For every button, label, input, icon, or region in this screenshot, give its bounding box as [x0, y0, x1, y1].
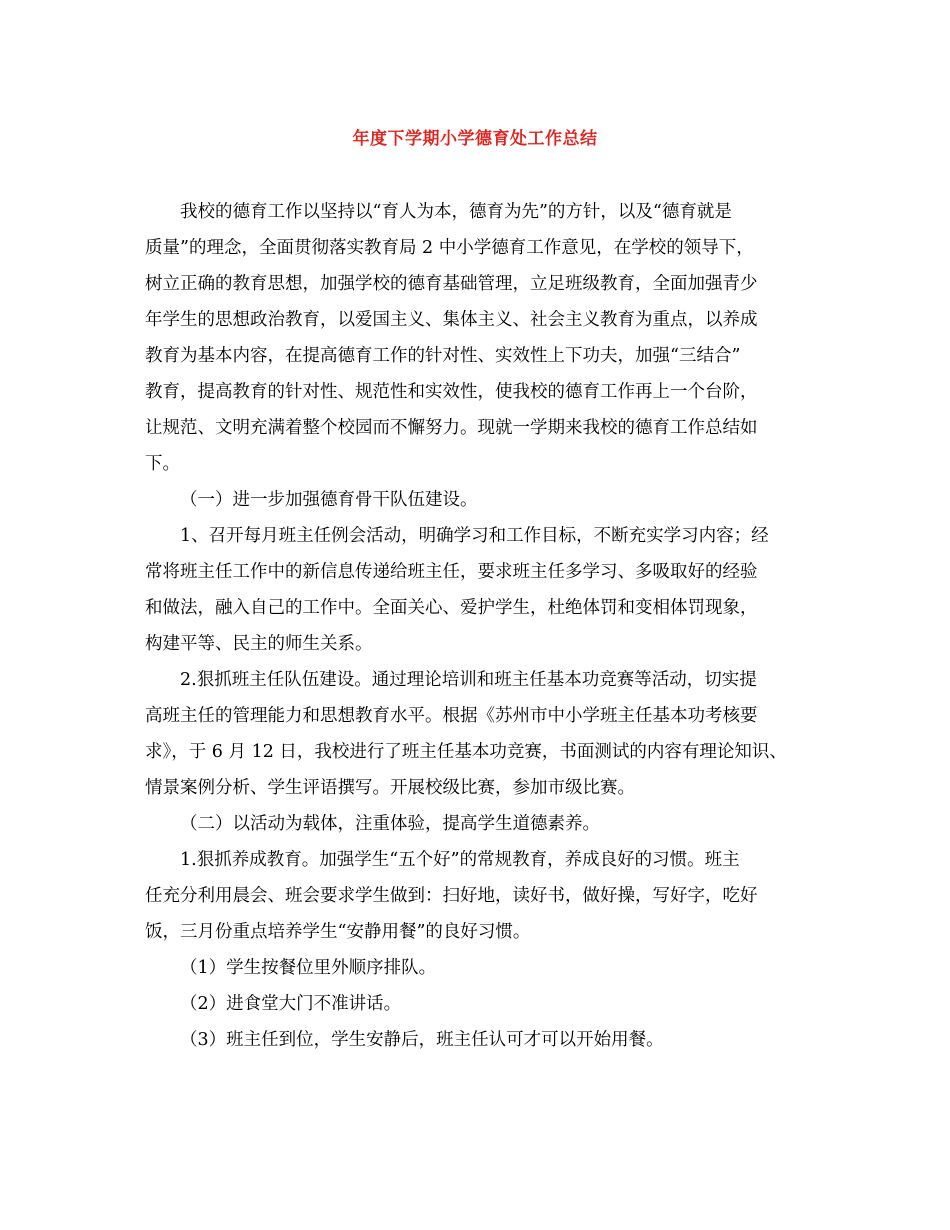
list-item: （3）班主任到位，学生安静后，班主任认可才可以开始用餐。 — [180, 1030, 664, 1050]
document-title: 年度下学期小学德育处工作总结 — [352, 129, 598, 149]
paragraph-line: 下。 — [145, 454, 180, 474]
section-heading: （一）进一步加强德育骨干队伍建设。 — [180, 490, 478, 510]
paragraph-line: 1、召开每月班主任例会活动，明确学习和工作目标，不断充实学习内容；经 — [180, 526, 769, 546]
paragraph-line: 树立正确的教育思想，加强学校的德育基础管理，立足班级教育，全面加强青少 — [145, 274, 758, 294]
section-heading: （二）以活动为载体，注重体验，提高学生道德素养。 — [180, 814, 600, 834]
paragraph-line: 和做法，融入自己的工作中。全面关心、爱护学生，杜绝体罚和变相体罚现象， — [145, 598, 758, 618]
paragraph-line: 我校的德育工作以坚持以“育人为本，德育为先”的方针，以及“德育就是 — [180, 202, 732, 222]
paragraph-line: 2.狠抓班主任队伍建设。通过理论培训和班主任基本功竞赛等活动，切实提 — [180, 670, 757, 690]
paragraph-line: 高班主任的管理能力和思想教育水平。根据《苏州市中小学班主任基本功考核要 — [145, 706, 758, 726]
list-item: （2）进食堂大门不准讲话。 — [180, 994, 402, 1014]
paragraph-line: 情景案例分析、学生评语撰写。开展校级比赛，参加市级比赛。 — [145, 778, 635, 798]
list-item: （1）学生按餐位里外顺序排队。 — [180, 958, 437, 978]
paragraph-line: 教育为基本内容，在提高德育工作的针对性、实效性上下功夫，加强“三结合” — [145, 346, 741, 366]
paragraph-line: 年学生的思想政治教育，以爱国主义、集体主义、社会主义教育为重点，以养成 — [145, 310, 758, 330]
paragraph-line: 1.狠抓养成教育。加强学生“五个好”的常规教育，养成良好的习惯。班主 — [180, 850, 740, 870]
paragraph-line: 任充分利用晨会、班会要求学生做到：扫好地，读好书，做好操，写好字，吃好 — [145, 886, 758, 906]
paragraph-line: 求》，于 6 月 12 日，我校进行了班主任基本功竞赛，书面测试的内容有理论知识、 — [145, 742, 787, 762]
paragraph-line: 让规范、文明充满着整个校园而不懈努力。现就一学期来我校的德育工作总结如 — [145, 418, 758, 438]
paragraph-line: 构建平等、民主的师生关系。 — [145, 634, 373, 654]
paragraph-line: 教育，提高教育的针对性、规范性和实效性，使我校的德育工作再上一个台阶， — [145, 382, 758, 402]
paragraph-line: 饭，三月份重点培养学生“安静用餐”的良好习惯。 — [145, 922, 531, 942]
paragraph-line: 常将班主任工作中的新信息传递给班主任，要求班主任多学习、多吸取好的经验 — [145, 562, 758, 582]
paragraph-line: 质量”的理念，全面贯彻落实教育局 2 中小学德育工作意见，在学校的领导下， — [145, 238, 754, 258]
